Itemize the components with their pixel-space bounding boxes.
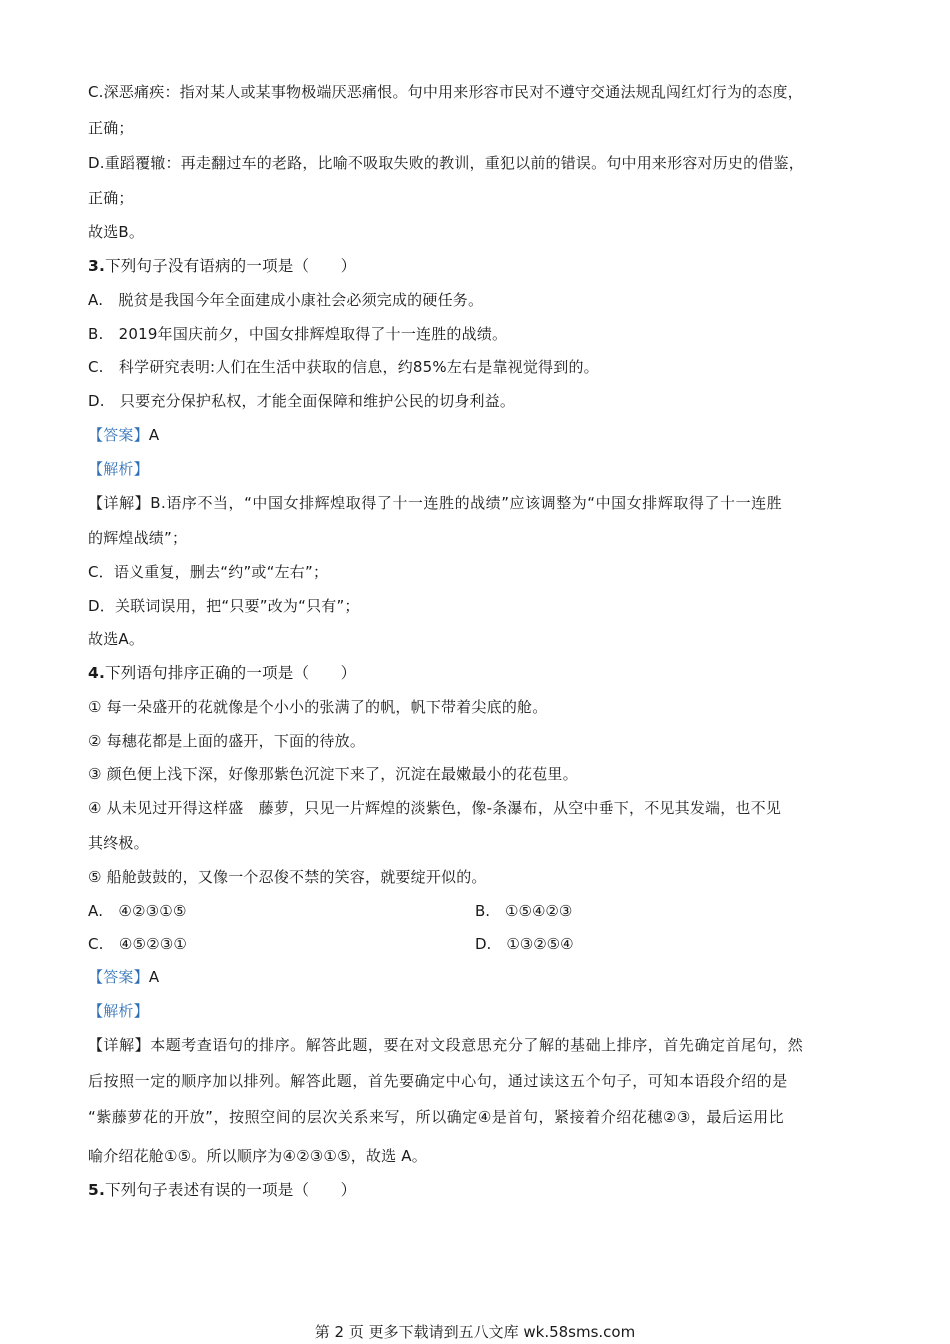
sentence-2: ② 每穗花都是上面的盛开，下面的待放。 [88, 732, 366, 750]
detail-line: 【详解】本题考查语句的排序。解答此题，要在对文段意思充分了解的基础上排序，首先确定首尾句，然 [88, 1036, 804, 1054]
analysis-tag: 【解析】 [88, 1002, 149, 1020]
detail-line: 后按照一定的顺序加以排列。解答此题，首先要确定中心句，通过读这五个句子，可知本语段介绍的是 [88, 1072, 788, 1090]
question-5-heading [88, 1180, 356, 1200]
text-line: 故选B。 [88, 223, 145, 241]
answer-value: A [148, 968, 160, 986]
option-b: B. ①⑤④②③ [475, 902, 573, 920]
analysis-tag: 【解析】 [88, 460, 149, 478]
question-number: 4. [88, 664, 106, 682]
question-stem: 下列句子没有语病的一项是（ ） [105, 257, 357, 275]
sentence-4-continued: 其终极。 [88, 834, 149, 852]
text-line: D.重蹈覆辙：再走翻过车的老路，比喻不吸取失败的教训，重犯以前的错误。句中用来形容对历史的借鉴， [88, 154, 804, 172]
question-3-heading [88, 256, 356, 276]
answer-line [88, 425, 159, 445]
detail-line: C．语义重复，删去“约”或“左右”； [88, 563, 329, 581]
detail-line: 故选A。 [88, 630, 145, 648]
option-c: C. ④⑤②③① [88, 935, 188, 953]
detail-line: “紫藤萝花的开放”，按照空间的层次关系来写，所以确定④是首句，紧接着介绍花穗②③，最后运用比 [88, 1108, 785, 1126]
text-line: C.深恶痛疾：指对某人或某事物极端厌恶痛恨。句中用来形容市民对不遵守交通法规乱闯红灯行为的态度， [88, 83, 803, 101]
option-c: C. 科学研究表明:人们在生活中获取的信息，约85%左右是靠视觉得到的。 [88, 358, 599, 376]
page-footer: 第 2 页 更多下载请到五八文库 wk.58sms.com [314, 1323, 636, 1341]
sentence-1: ① 每一朵盛开的花就像是个小小的张满了的帆，帆下带着尖底的舱。 [88, 698, 548, 716]
question-stem: 下列句子表述有误的一项是（ ） [105, 1181, 357, 1199]
text-line: 正确； [88, 189, 134, 207]
answer-value: A [148, 426, 160, 444]
detail-line: D．关联词误用，把“只要”改为“只有”； [88, 597, 360, 615]
question-number: 5. [88, 1181, 106, 1199]
detail-line: 的辉煌战绩”； [88, 529, 188, 547]
sentence-4: ④ 从未见过开得这样盛 藤萝，只见一片辉煌的淡紫色，像-条瀑布，从空中垂下，不见其发端，也不见 [88, 799, 782, 817]
detail-line: 【详解】B.语序不当，“中国女排辉煌取得了十一连胜的战绩”应该调整为“中国女排辉取得了十一连胜 [88, 494, 783, 512]
answer-tag: 【答案】 [88, 968, 149, 986]
text-line: 正确； [88, 119, 134, 137]
sentence-5: ⑤ 船舱鼓鼓的，又像一个忍俊不禁的笑容，就要绽开似的。 [88, 868, 487, 886]
option-d: D. 只要充分保护私权，才能全面保障和维护公民的切身利益。 [88, 392, 516, 410]
answer-line [88, 967, 159, 987]
option-b: B. 2019年国庆前夕，中国女排辉煌取得了十一连胜的战绩。 [88, 325, 508, 343]
question-number: 3. [88, 257, 106, 275]
question-stem: 下列语句排序正确的一项是（ ） [105, 664, 357, 682]
sentence-3: ③ 颜色便上浅下深，好像那紫色沉淀下来了，沉淀在最嫩最小的花苞里。 [88, 765, 578, 783]
question-4-heading [88, 663, 356, 683]
answer-tag: 【答案】 [88, 426, 149, 444]
option-d: D. ①③②⑤④ [475, 935, 574, 953]
detail-line: 喻介绍花舱①⑤。所以顺序为④②③①⑤，故选 A。 [88, 1147, 427, 1165]
option-a: A. ④②③①⑤ [88, 902, 187, 920]
option-a: A. 脱贫是我国今年全面建成小康社会必须完成的硬任务。 [88, 291, 484, 309]
